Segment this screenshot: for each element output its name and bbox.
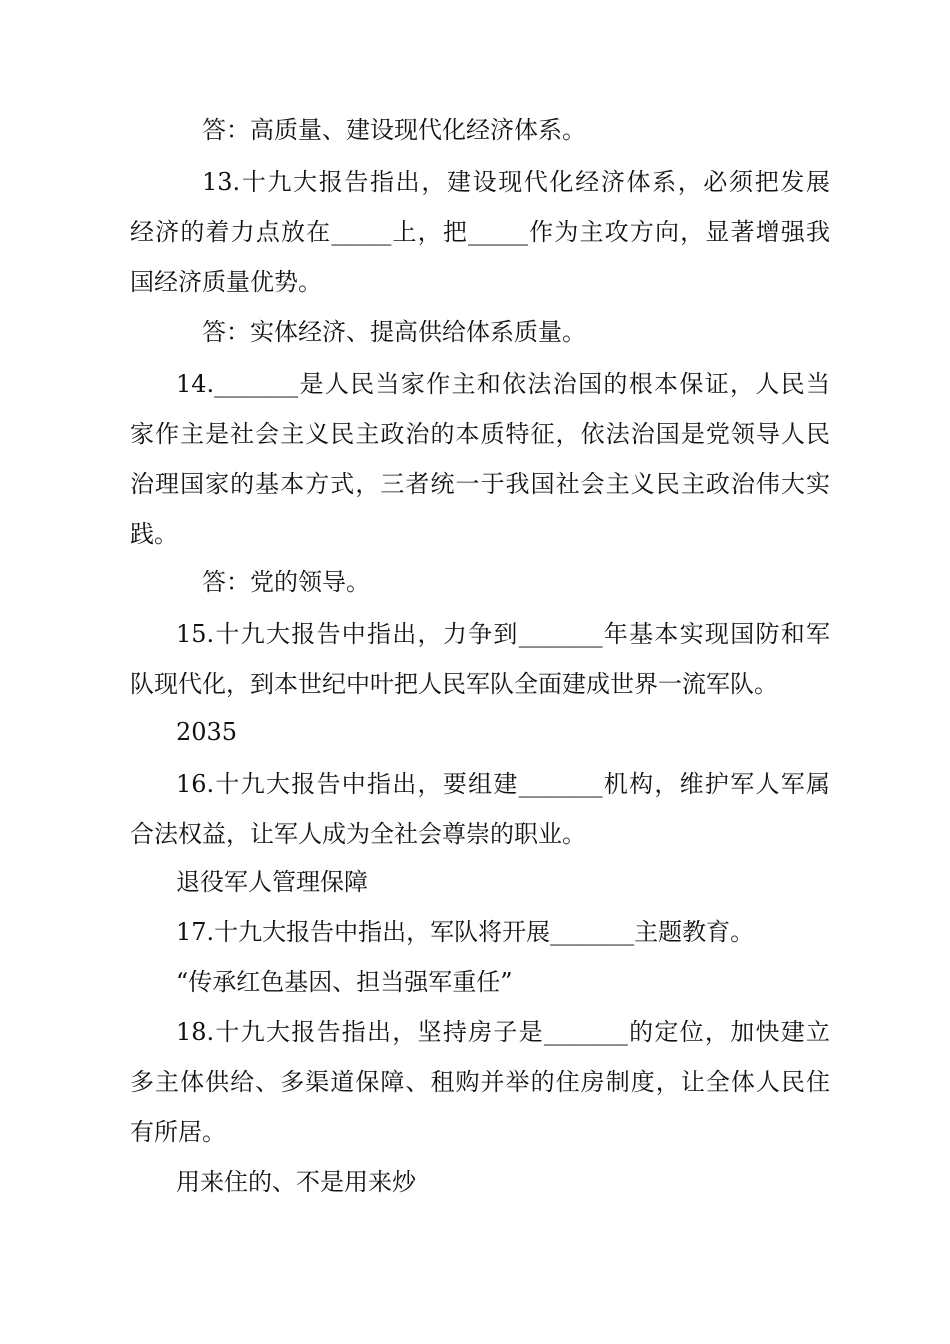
question-14-line-4: 践。 xyxy=(130,520,178,548)
answer-12: 答：高质量、建设现代化经济体系。 xyxy=(202,116,586,144)
answer-17: “传承红色基因、担当强军重任” xyxy=(176,968,513,996)
answer-18: 用来住的、不是用来炒 xyxy=(176,1168,416,1196)
question-17: 17.十九大报告中指出，军队将开展_______主题教育。 xyxy=(176,918,755,946)
question-18-line-3: 有所居。 xyxy=(130,1118,226,1146)
question-13-line-1: 13.十九大报告指出，建设现代化经济体系，必须把发展 xyxy=(202,168,830,196)
question-18-line-1: 18.十九大报告指出，坚持房子是_______的定位，加快建立 xyxy=(176,1018,830,1046)
question-16-line-1: 16.十九大报告中指出，要组建_______机构，维护军人军属 xyxy=(176,770,830,798)
question-14-line-3: 治理国家的基本方式，三者统一于我国社会主义民主政治伟大实 xyxy=(130,470,830,498)
question-13-line-3: 国经济质量优势。 xyxy=(130,268,322,296)
question-15-line-1: 15.十九大报告中指出，力争到_______年基本实现国防和军 xyxy=(176,620,830,648)
question-13-line-2: 经济的着力点放在_____上，把_____作为主攻方向，显著增强我 xyxy=(130,218,830,246)
question-18-line-2: 多主体供给、多渠道保障、租购并举的住房制度，让全体人民住 xyxy=(130,1068,830,1096)
answer-15: 2035 xyxy=(176,718,238,746)
question-16-line-2: 合法权益，让军人成为全社会尊崇的职业。 xyxy=(130,820,586,848)
answer-14: 答：党的领导。 xyxy=(202,568,370,596)
question-14-line-1: 14._______是人民当家作主和依法治国的根本保证，人民当 xyxy=(176,370,830,398)
question-14-line-2: 家作主是社会主义民主政治的本质特征，依法治国是党领导人民 xyxy=(130,420,830,448)
question-15-line-2: 队现代化，到本世纪中叶把人民军队全面建成世界一流军队。 xyxy=(130,670,778,698)
answer-16: 退役军人管理保障 xyxy=(176,868,368,896)
answer-13: 答：实体经济、提高供给体系质量。 xyxy=(202,318,586,346)
